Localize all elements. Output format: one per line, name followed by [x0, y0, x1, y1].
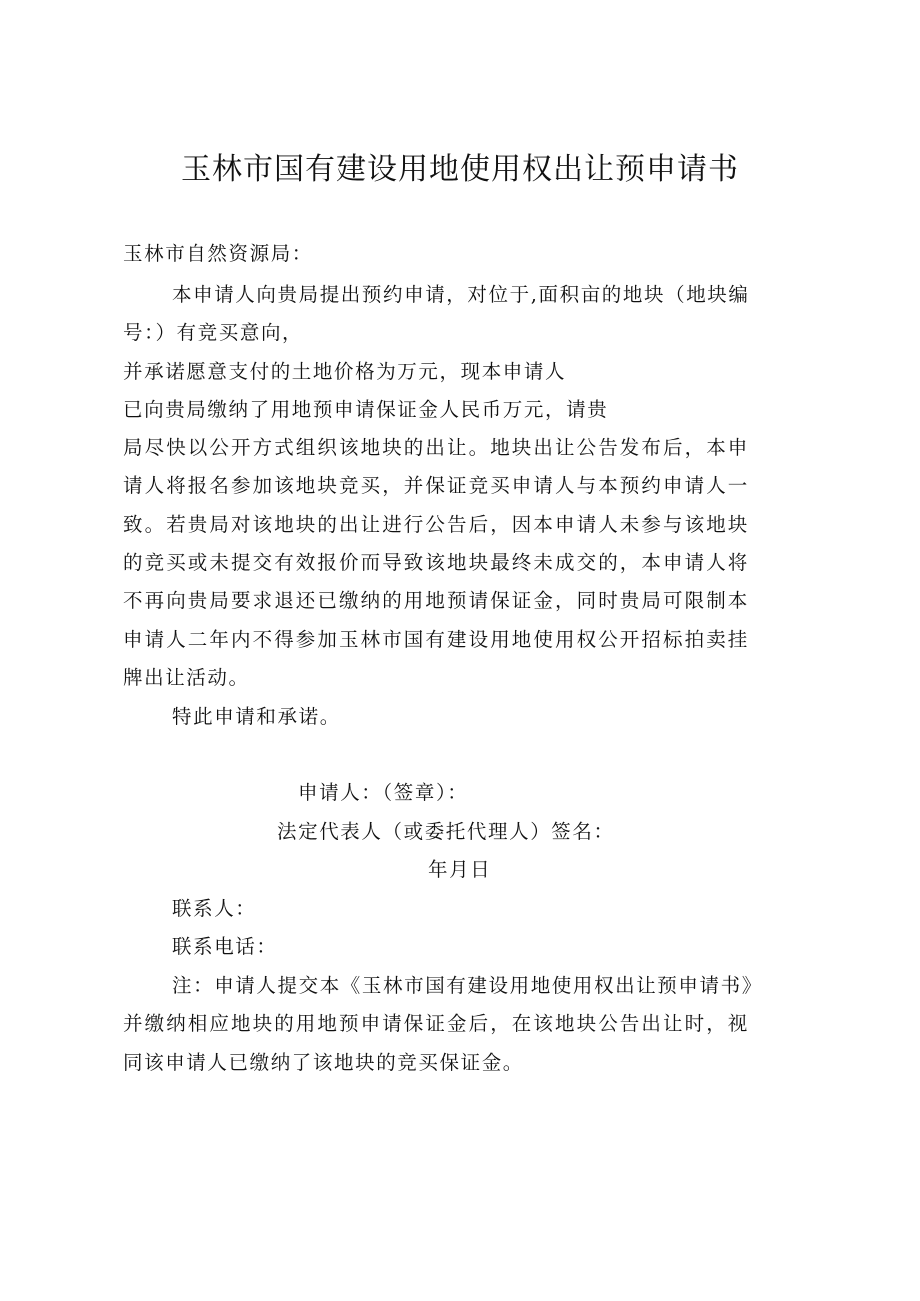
signature-date: 年月日 — [428, 858, 492, 881]
body-line-1: 本申请人向贵局提出预约申请，对位于,面积亩的地块（地块编 — [172, 283, 750, 306]
body-line-11: 牌出让活动。 — [123, 666, 250, 689]
body-line-7: 致。若贵局对该地块的出让进行公告后，因本申请人未参与该地块 — [123, 513, 750, 536]
note-line-1: 注：申请人提交本《玉林市国有建设用地使用权出让预申请书》 — [172, 974, 763, 997]
contact-phone: 联系电话： — [172, 935, 278, 958]
body-line-6: 请人将报名参加该地块竞买，并保证竞买申请人与本预约申请人一 — [123, 474, 750, 497]
note-line-2: 并缴纳相应地块的用地预申请保证金后，在该地块公告出让时，视 — [123, 1012, 750, 1035]
body-line-2: 号：）有竞买意向， — [123, 321, 304, 344]
body-line-10: 申请人二年内不得参加玉林市国有建设用地使用权公开招标拍卖挂 — [123, 628, 750, 651]
body-line-8: 的竞买或未提交有效报价而导致该地块最终未成交的，本申请人将 — [123, 551, 750, 574]
body-line-9: 不再向贵局要求退还已缴纳的用地预请保证金，同时贵局可限制本 — [123, 589, 750, 612]
addressee: 玉林市自然资源局： — [123, 242, 313, 265]
closing-statement: 特此申请和承诺。 — [172, 705, 341, 728]
contact-person: 联系人： — [172, 897, 257, 920]
note-line-3: 同该申请人已缴纳了该地块的竞买保证金。 — [123, 1051, 524, 1074]
applicant-signature: 申请人：（签章）： — [298, 781, 469, 804]
body-line-4: 已向贵局缴纳了用地预申请保证金人民币万元，请贵 — [123, 398, 609, 421]
body-line-3: 并承诺愿意支付的土地价格为万元，现本申请人 — [123, 360, 567, 383]
body-line-5: 局尽快以公开方式组织该地块的出让。地块出让公告发布后，本申 — [123, 436, 750, 459]
legal-rep-signature: 法定代表人（或委托代理人）签名： — [277, 820, 615, 843]
page-title: 玉林市国有建设用地使用权出让预申请书 — [181, 152, 739, 187]
